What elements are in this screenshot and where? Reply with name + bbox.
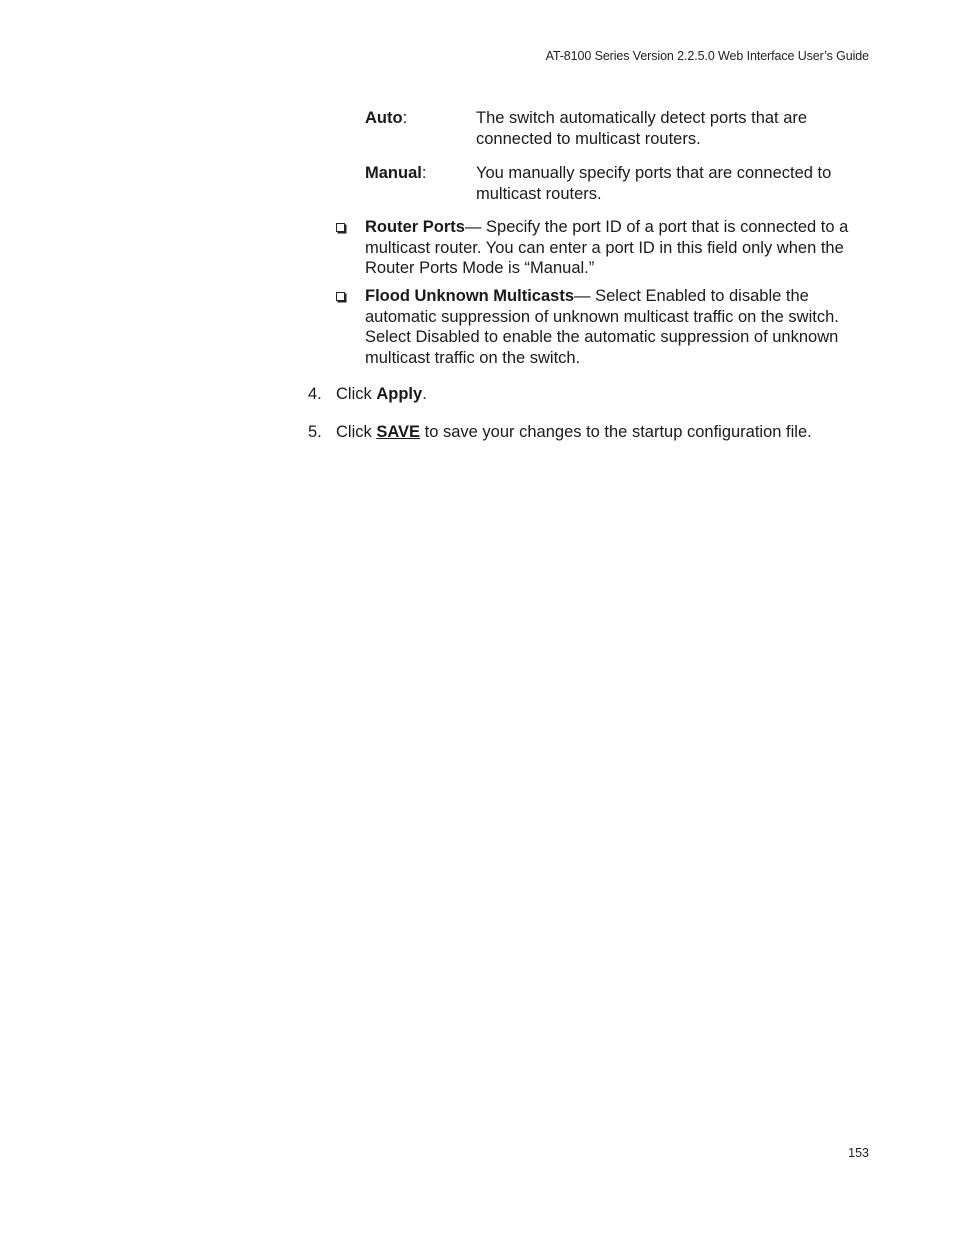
definition-term: Auto: [365, 109, 403, 127]
apply-reference: Apply: [376, 385, 423, 403]
bullet-line: automatic suppression of unknown multicast traffic on the switch.: [365, 307, 839, 326]
bullet-line: multicast traffic on the switch.: [365, 348, 581, 367]
square-bullet-icon: [336, 223, 345, 232]
step-number: 5.: [308, 423, 322, 441]
step-text: .: [422, 385, 427, 403]
bullet-term: Flood Unknown Multicasts: [365, 287, 574, 305]
step-text: Click: [336, 385, 377, 403]
definition-manual: [365, 163, 875, 205]
definition-line: connected to multicast routers.: [476, 129, 701, 148]
definition-line: You manually specify ports that are connected to: [476, 164, 832, 182]
bullet-line: — Select Enabled to disable the: [574, 287, 809, 305]
definition-auto: [365, 108, 875, 150]
bullet-line: — Specify the port ID of a port that is connected to a: [464, 218, 849, 236]
step-text: to save your changes to the startup configuration file.: [420, 423, 812, 441]
term-separator: :: [402, 109, 408, 127]
bullet-line: Select Disabled to enable the automatic suppression of unknown: [365, 328, 839, 346]
step-number: 4.: [308, 385, 322, 403]
bullet-line: Router Ports Mode is “Manual.”: [365, 259, 595, 277]
term-separator: :: [421, 164, 427, 182]
bullet-term: Router Ports: [365, 218, 465, 236]
save-link[interactable]: SAVE: [376, 423, 421, 441]
running-header: AT-8100 Series Version 2.2.5.0 Web Interface User’s Guide: [545, 49, 869, 63]
step-text: Click: [336, 423, 377, 441]
bullet-line: multicast router. You can enter a port ID in this field only when the: [365, 238, 844, 257]
definition-term: Manual: [365, 164, 422, 182]
definition-line: multicast routers.: [476, 184, 602, 203]
square-bullet-icon: [336, 292, 345, 301]
page-number: 153: [848, 1146, 869, 1160]
definition-line: The switch automatically detect ports that are: [476, 109, 808, 127]
